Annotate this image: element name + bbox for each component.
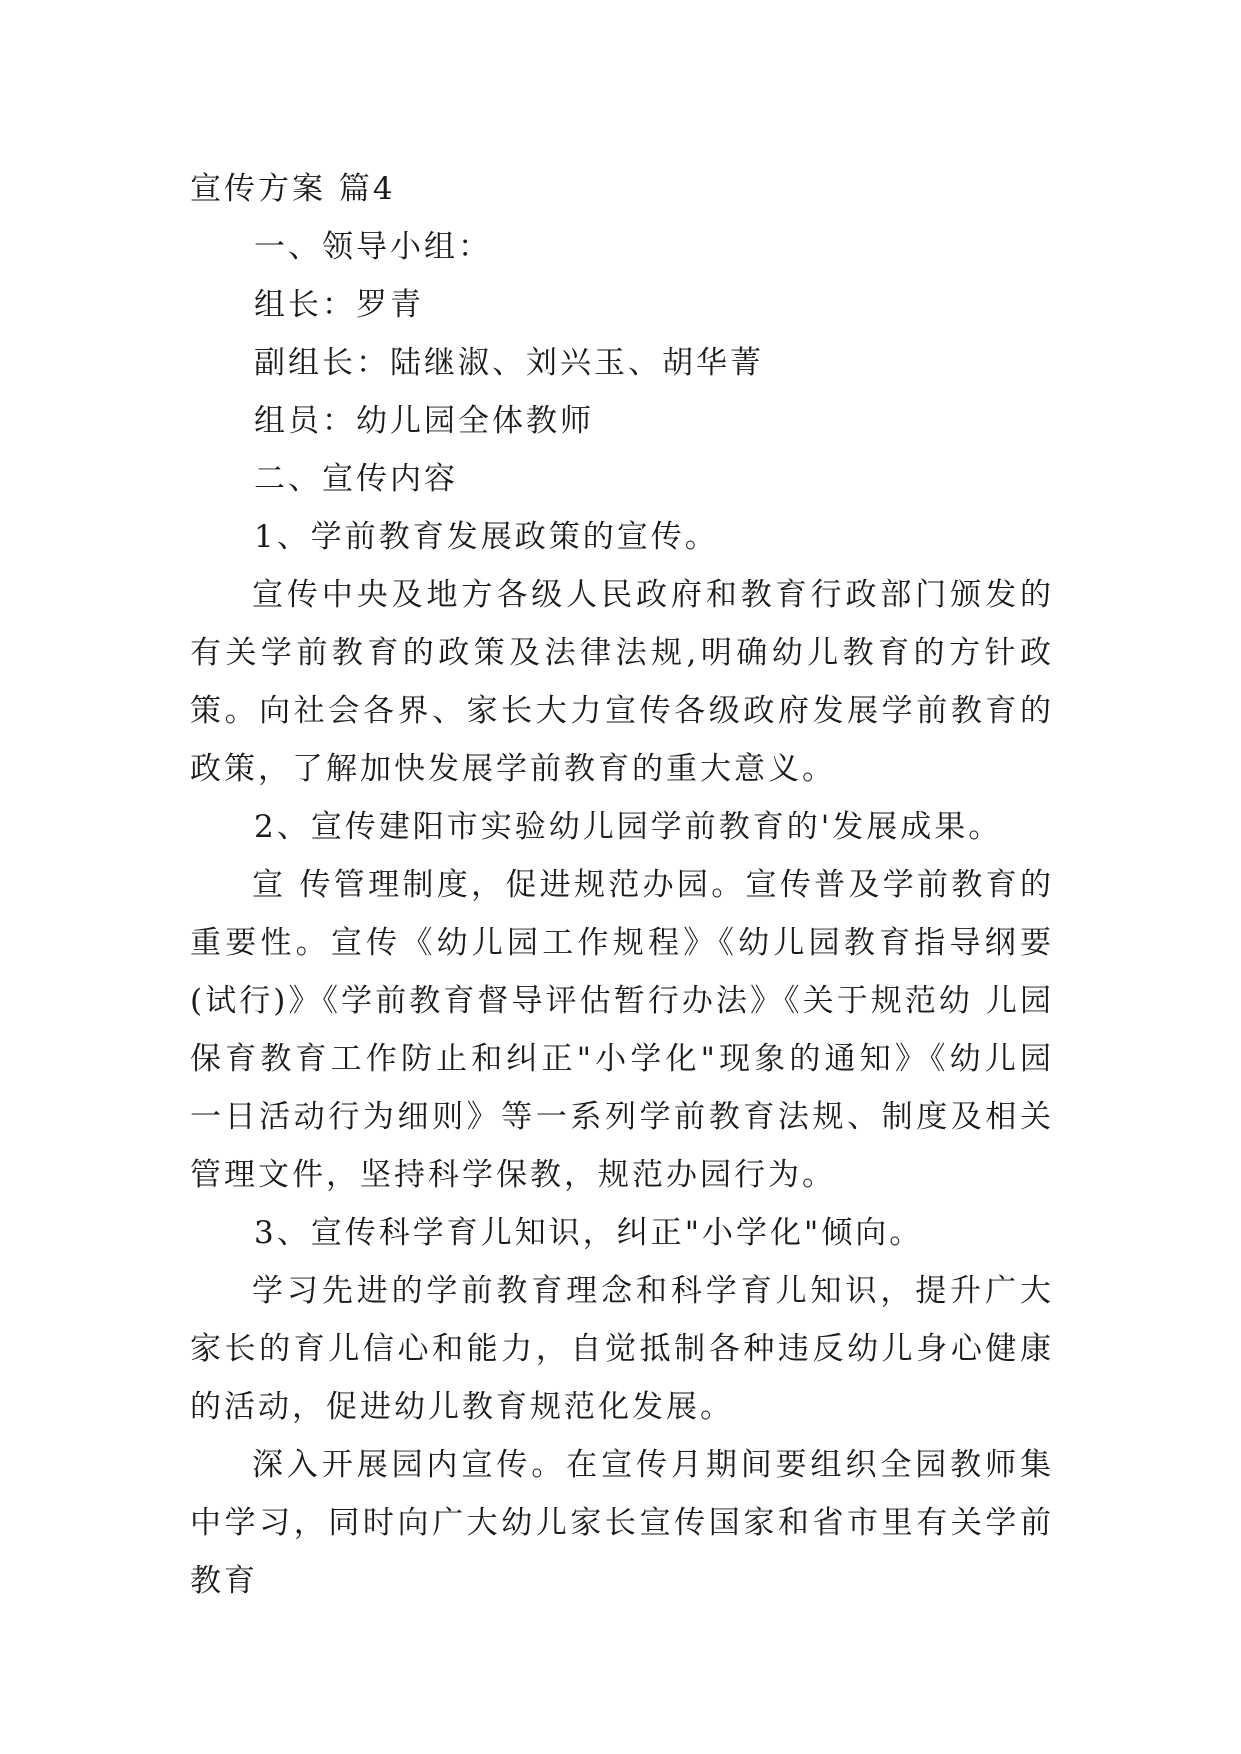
section2-heading: 二、宣传内容 bbox=[254, 461, 458, 497]
item1-heading: 1、学前教育发展政策的宣传。 bbox=[254, 519, 719, 555]
document-body bbox=[190, 160, 1054, 1610]
deputy-line: 副组长：陆继淑、刘兴玉、胡华菁 bbox=[254, 345, 764, 381]
members-line: 组员：幼儿园全体教师 bbox=[254, 403, 594, 439]
item2-heading: 2、宣传建阳市实验幼儿园学前教育的'发展成果。 bbox=[254, 809, 1003, 845]
item4-body: 深入开展园内宣传。在宣传月期间要组织全园教师集中学习，同时向广大幼儿家长宣传国家和省市里有关学前教育 bbox=[190, 1447, 1054, 1599]
leader-line: 组长：罗青 bbox=[254, 287, 424, 323]
item2-body: 宣 传管理制度，促进规范办园。宣传普及学前教育的重要性。宣传《幼儿园工作规程》《幼儿园教育指导纲要(试行)》《学前教育督导评估暂行办法》《关于规范幼 儿园保育教育工作防止和纠正"小学化"现象的通知》《幼儿园一日活动行为细则》等一系列学前教育法规、制度及相关管理文件，坚持科学保教，规范办园行为。 bbox=[190, 867, 1054, 1193]
item3-body: 学习先进的学前教育理念和科学育儿知识，提升广大家长的育儿信心和能力，自觉抵制各种违反幼儿身心健康的活动，促进幼儿教育规范化发展。 bbox=[190, 1273, 1054, 1425]
item3-heading: 3、宣传科学育儿知识，纠正"小学化"倾向。 bbox=[254, 1215, 924, 1251]
document-title: 宣传方案 篇4 bbox=[190, 171, 396, 207]
item1-body: 宣传中央及地方各级人民政府和教育行政部门颁发的有关学前教育的政策及法律法规,明确幼儿教育的方针政策。向社会各界、家长大力宣传各级政府发展学前教育的政策，了解加快发展学前教育的重大意义。 bbox=[190, 577, 1054, 787]
section1-heading: 一、领导小组： bbox=[254, 229, 492, 265]
